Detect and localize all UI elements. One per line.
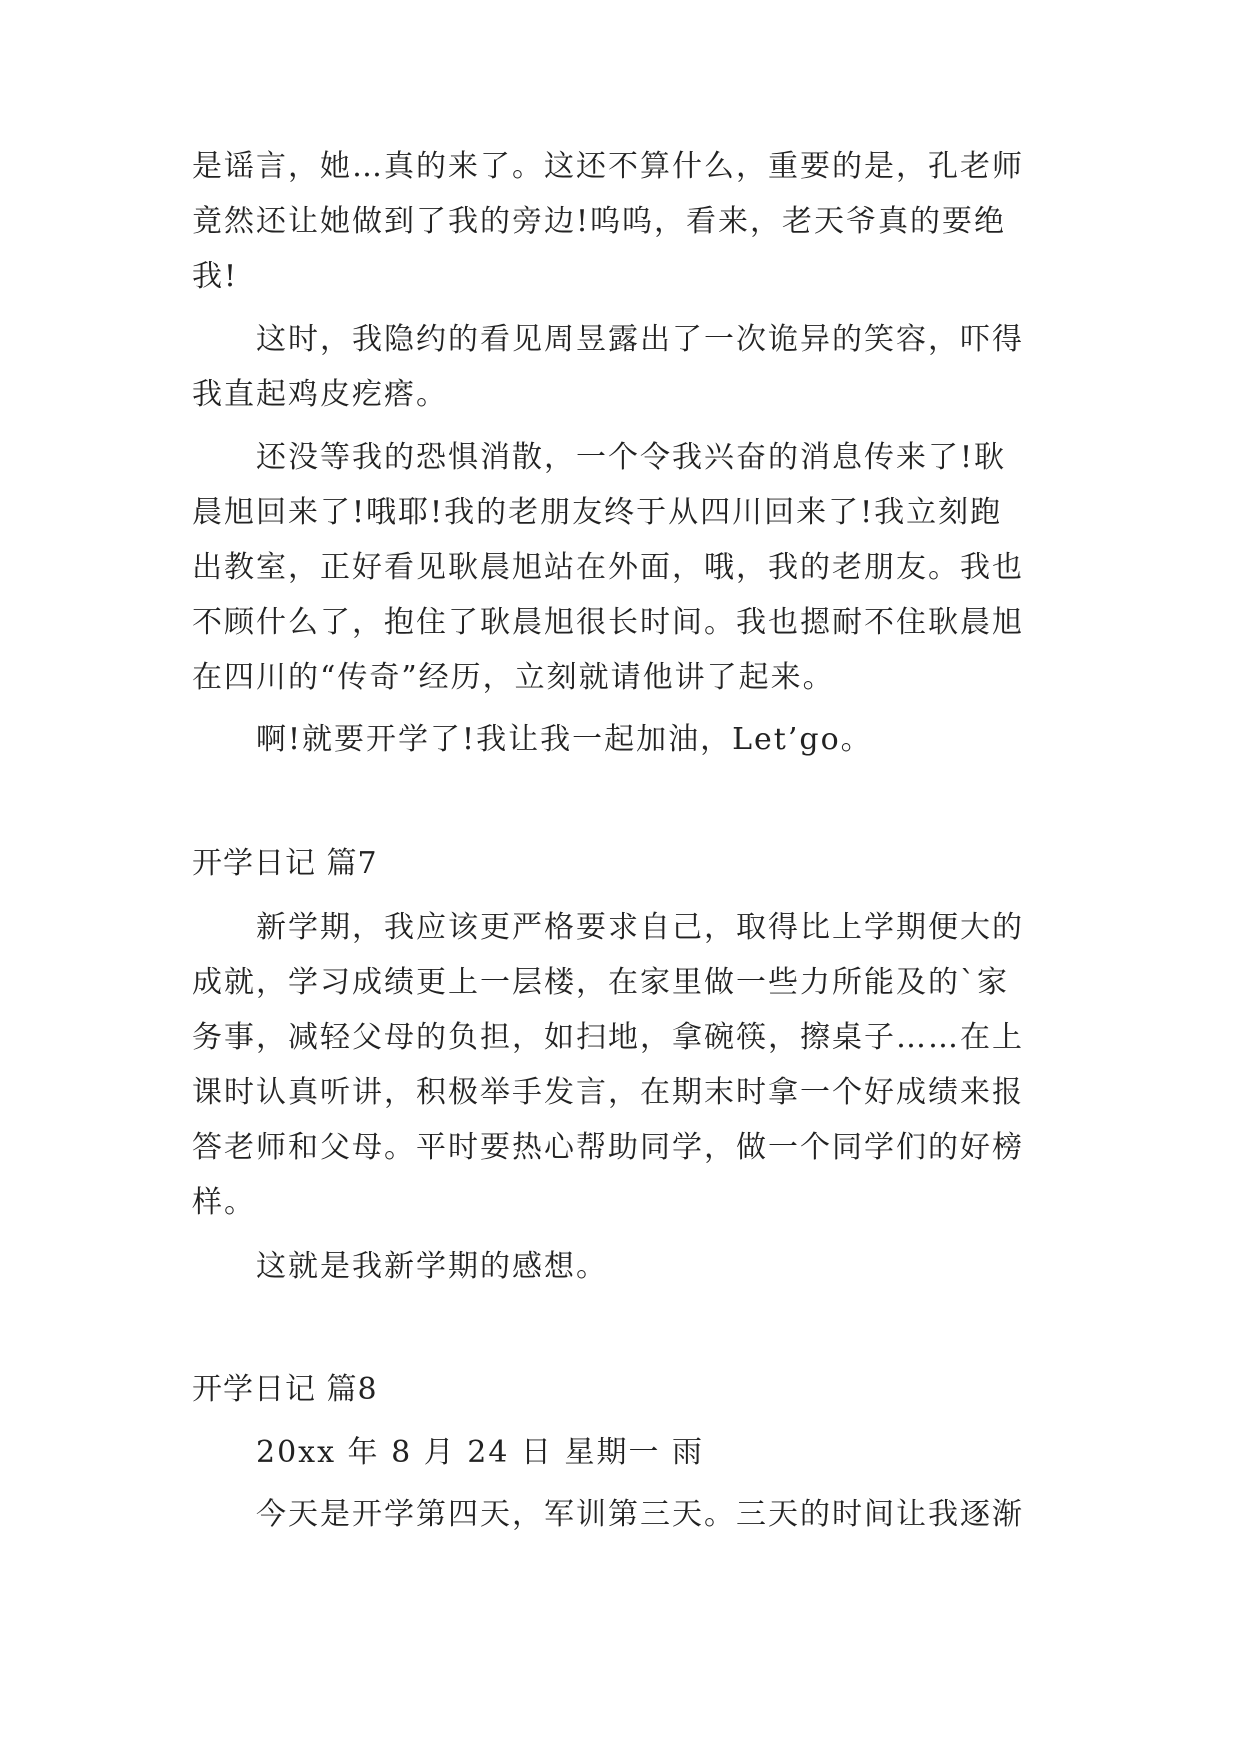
- paragraph-line: 样。: [192, 1185, 256, 1220]
- paragraph-line: 成就，学习成绩更上一层楼，在家里做一些力所能及的`家: [192, 965, 1009, 1000]
- date-line: 20xx 年 8 月 24 日 星期一 雨: [256, 1435, 705, 1470]
- paragraph-line: 答老师和父母。平时要热心帮助同学，做一个同学们的好榜: [192, 1130, 1024, 1165]
- paragraph-line: 新学期，我应该更严格要求自己，取得比上学期便大的: [256, 910, 1024, 945]
- paragraph-line: 我直起鸡皮疙瘩。: [192, 377, 448, 412]
- paragraph-line: 竟然还让她做到了我的旁边!呜呜，看来，老天爷真的要绝: [192, 204, 1007, 239]
- paragraph-line: 这时，我隐约的看见周昱露出了一次诡异的笑容，吓得: [256, 322, 1024, 357]
- paragraph-line: 在四川的“传奇”经历，立刻就请他讲了起来。: [192, 660, 835, 695]
- paragraph-line: 啊!就要开学了!我让我一起加油，Let’go。: [256, 722, 873, 757]
- paragraph-line: 出教室，正好看见耿晨旭站在外面，哦，我的老朋友。我也: [192, 550, 1024, 585]
- paragraph-line: 是谣言，她…真的来了。这还不算什么，重要的是，孔老师: [192, 149, 1024, 184]
- paragraph-line: 务事，减轻父母的负担，如扫地，拿碗筷，擦桌子……在上: [192, 1020, 1024, 1055]
- paragraph-line: 我!: [192, 259, 239, 294]
- paragraph-line: 课时认真听讲，积极举手发言，在期末时拿一个好成绩来报: [192, 1075, 1024, 1110]
- paragraph-line: 不顾什么了，抱住了耿晨旭很长时间。我也摁耐不住耿晨旭: [192, 605, 1024, 640]
- paragraph-line: 还没等我的恐惧消散，一个令我兴奋的消息传来了!耿: [256, 440, 1007, 475]
- paragraph-line: 今天是开学第四天，军训第三天。三天的时间让我逐渐: [256, 1497, 1024, 1532]
- paragraph-line: 晨旭回来了!哦耶!我的老朋友终于从四川回来了!我立刻跑: [192, 495, 1003, 530]
- paragraph-line: 这就是我新学期的感想。: [256, 1249, 608, 1284]
- section-heading: 开学日记 篇8: [192, 1372, 378, 1407]
- section-heading: 开学日记 篇7: [192, 846, 378, 881]
